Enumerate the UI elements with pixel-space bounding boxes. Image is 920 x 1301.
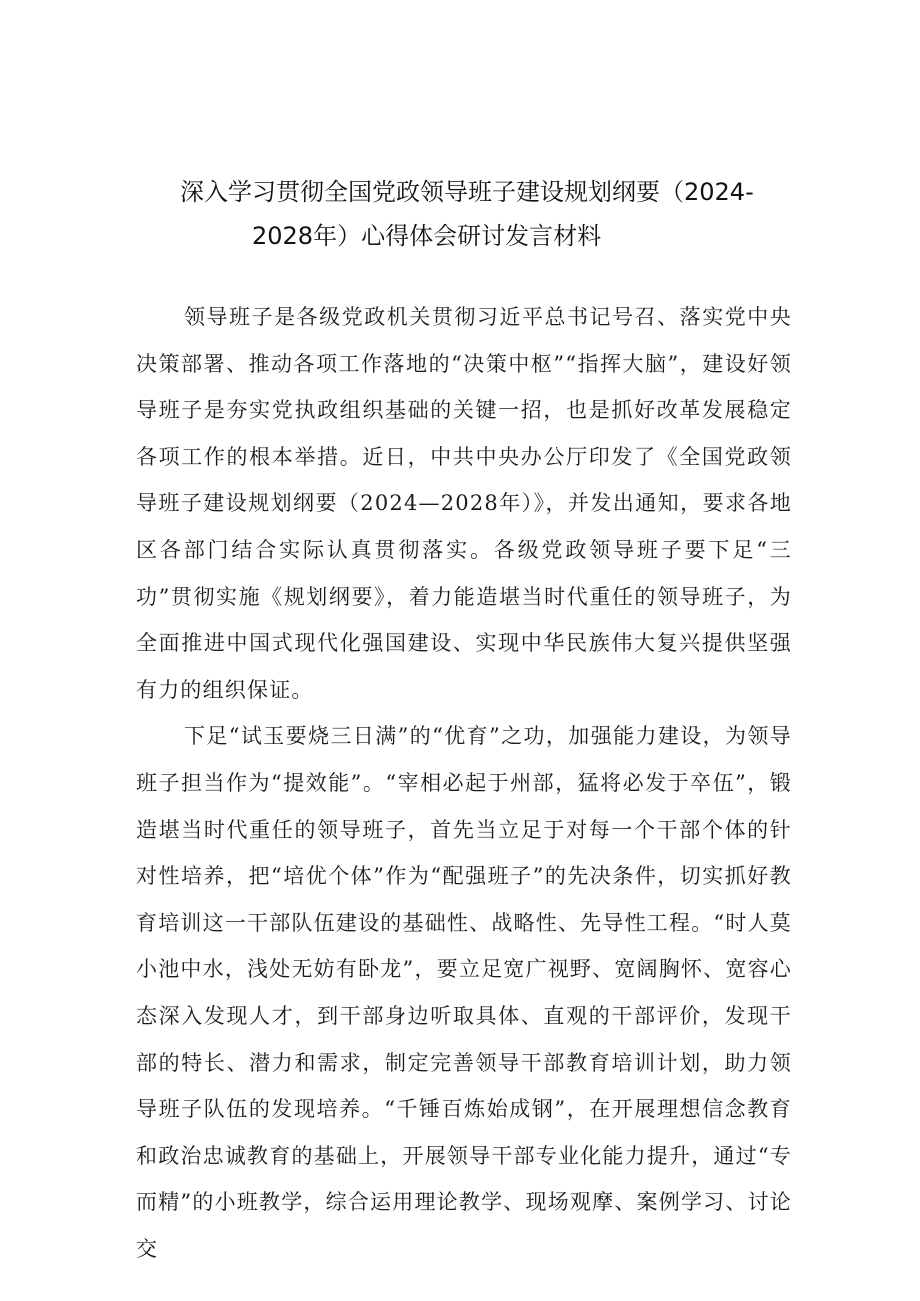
title-line-1: 深入学习贯彻全国党政领导班子建设规划纲要（2024- (180, 178, 754, 206)
document-title (180, 170, 800, 258)
paragraph: 下足“试玉要烧三日满”的“优育”之功，加强能力建设，为领导班子担当作为“提效能”。“宰相必起于州部，猛将必发于卒伍”，锻造堪当时代重任的领导班子，首先当立足于对每一个干部个体的针对性培养，把“培优个体”作为“配强班子”的先决条件，切实抓好教育培训这一干部队伍建设的基础性、战略性、先导性工程。“时人莫小池中水，浅处无妨有卧龙”，要立足宽广视野、宽阔胸怀、宽容心态深入发现人才，到干部身边听取具体、直观的干部评价，发现干部的特长、潜力和需求，制定完善领导干部教育培训计划，助力领导班子队伍的发现培养。“千锤百炼始成钢”，在开展理想信念教育和政治忠诚教育的基础上，开展领导干部专业化能力提升，通过“专而精”的小班教学，综合运用理论教学、现场观摩、案例学习、讨论交 (136, 724, 792, 1261)
title-line-2: 2028年）心得体会研讨发言材料 (252, 222, 602, 250)
document-body (136, 294, 792, 1272)
paragraph: 领导班子是各级党政机关贯彻习近平总书记号召、落实党中央决策部署、推动各项工作落地的“决策中枢”“指挥大脑”，建设好领导班子是夯实党执政组织基础的关键一招，也是抓好改革发展稳定各项工作的根本举措。近日，中共中央办公厅印发了《全国党政领导班子建设规划纲要（2024—2028年）》，并发出通知，要求各地区各部门结合实际认真贯彻落实。各级党政领导班子要下足“三功”贯彻实施《规划纲要》，着力能造堪当时代重任的领导班子，为全面推进中国式现代化强国建设、实现中华民族伟大复兴提供坚强有力的组织保证。 (136, 305, 793, 702)
